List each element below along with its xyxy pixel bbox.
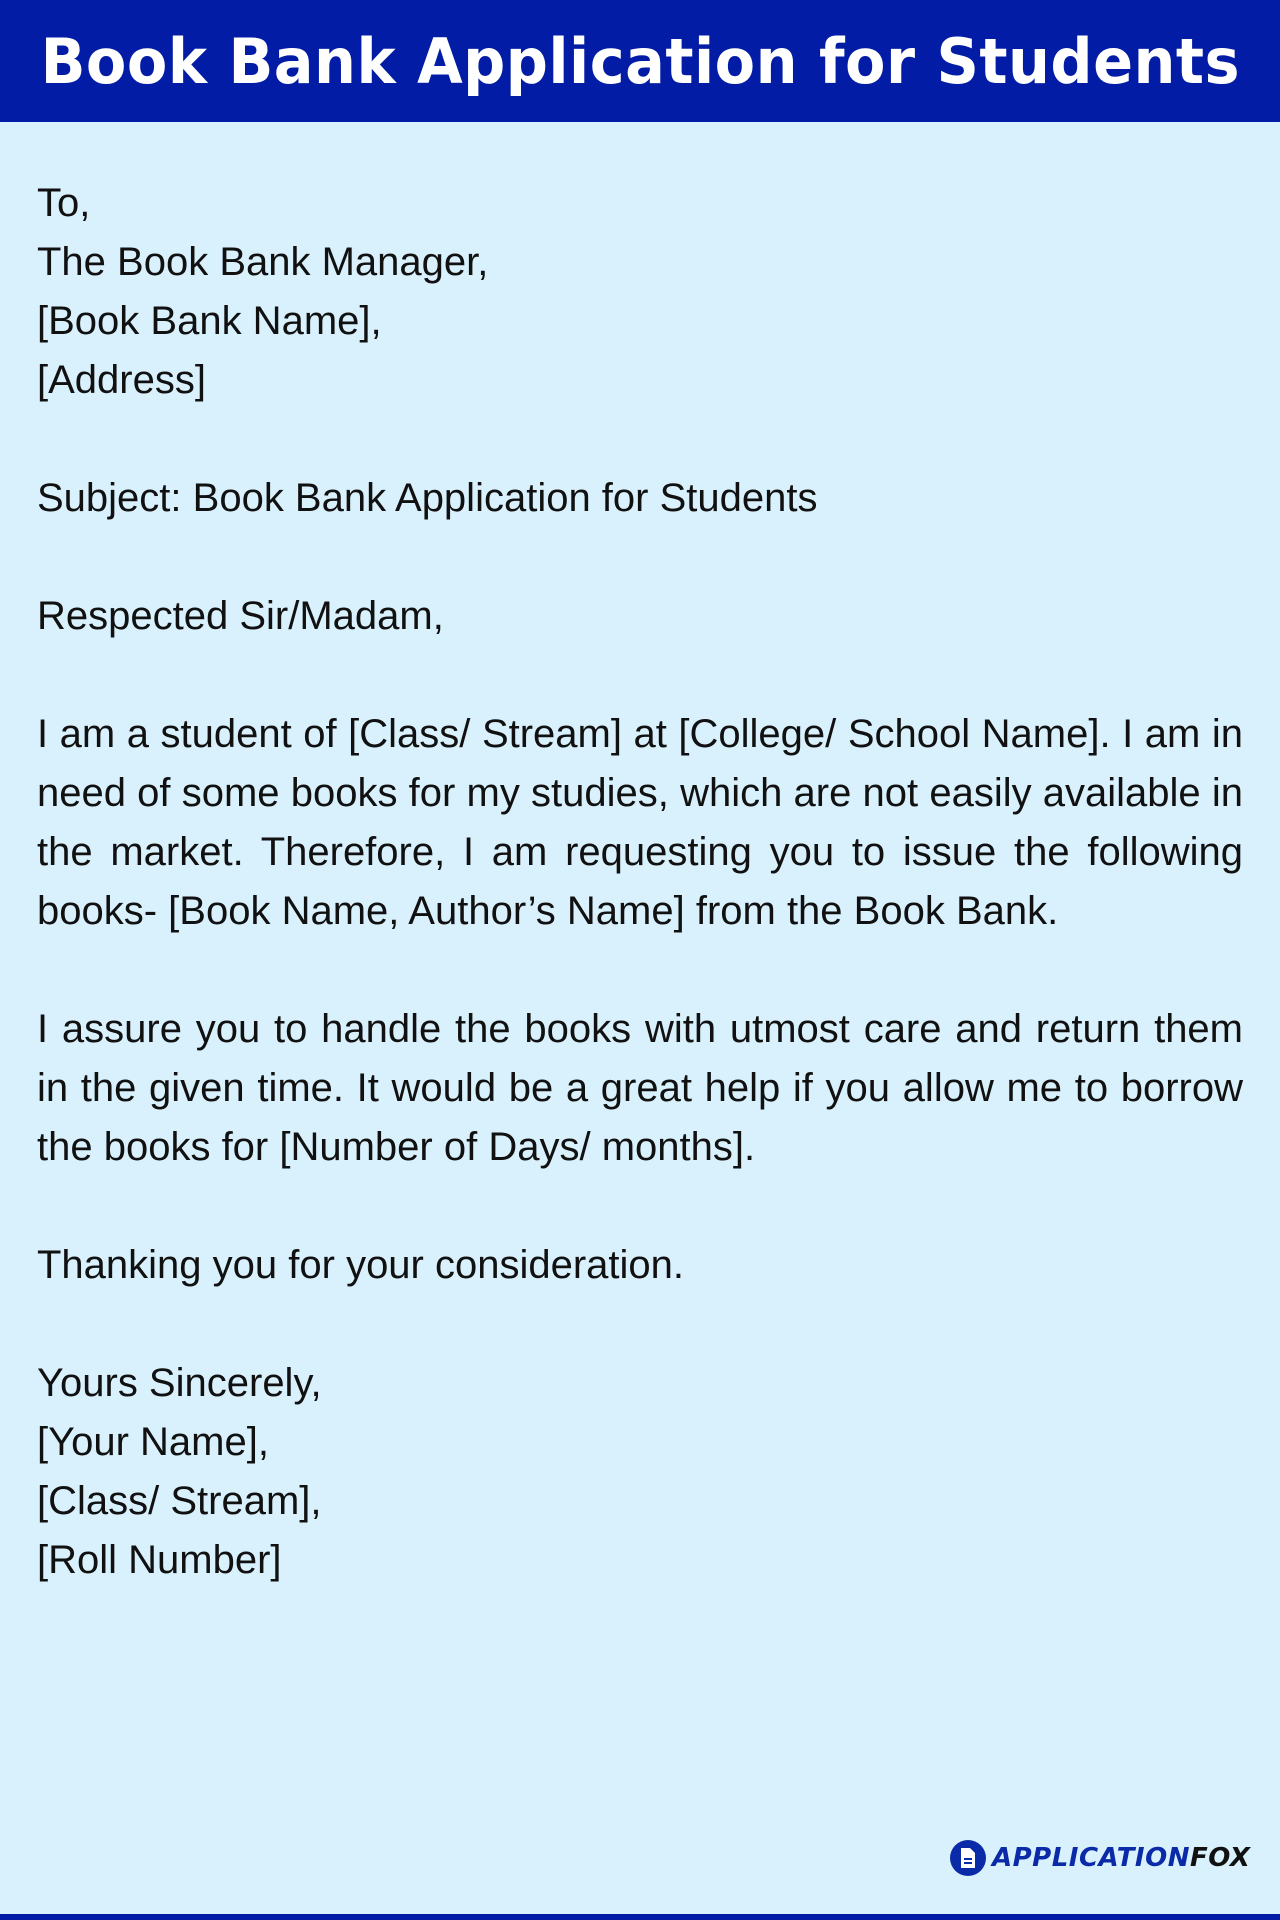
salutation: Respected Sir/Madam, bbox=[37, 594, 444, 638]
signoff-line: [Roll Number] bbox=[37, 1538, 282, 1582]
recipient-line: The Book Bank Manager, bbox=[37, 240, 489, 284]
recipient-line: [Address] bbox=[37, 358, 206, 402]
signoff-line: [Your Name], bbox=[37, 1420, 269, 1464]
title-banner bbox=[0, 0, 1280, 122]
closing-line: Thanking you for your consideration. bbox=[37, 1243, 685, 1287]
bottom-border bbox=[0, 1914, 1280, 1920]
paragraph-assurance: I assure you to handle the books with utmost care and return them in the given time. It would be a great help if you allow me to borrow the books for [Number of Days/ months]. bbox=[37, 1007, 1243, 1169]
page-title: Book Bank Application for Students bbox=[40, 24, 1240, 98]
signoff-line: [Class/ Stream], bbox=[37, 1479, 322, 1523]
subject-line: Subject: Book Bank Application for Students bbox=[37, 476, 818, 520]
letter-body bbox=[37, 174, 1243, 1590]
paragraph-request: I am a student of [Class/ Stream] at [College/ School Name]. I am in need of some books for my studies, which are not easily available in the market. Therefore, I am requesting you to issue the following books- [Book Name, Author’s Name] from the Book Bank. bbox=[37, 712, 1243, 933]
applicationfox-logo bbox=[950, 1838, 1250, 1878]
signoff-line: Yours Sincerely, bbox=[37, 1361, 322, 1405]
recipient-line: [Book Bank Name], bbox=[37, 299, 382, 343]
logo-wordmark: APPLICATIONFOX bbox=[992, 1843, 1251, 1873]
recipient-line: To, bbox=[37, 181, 91, 225]
document-icon bbox=[950, 1840, 986, 1876]
